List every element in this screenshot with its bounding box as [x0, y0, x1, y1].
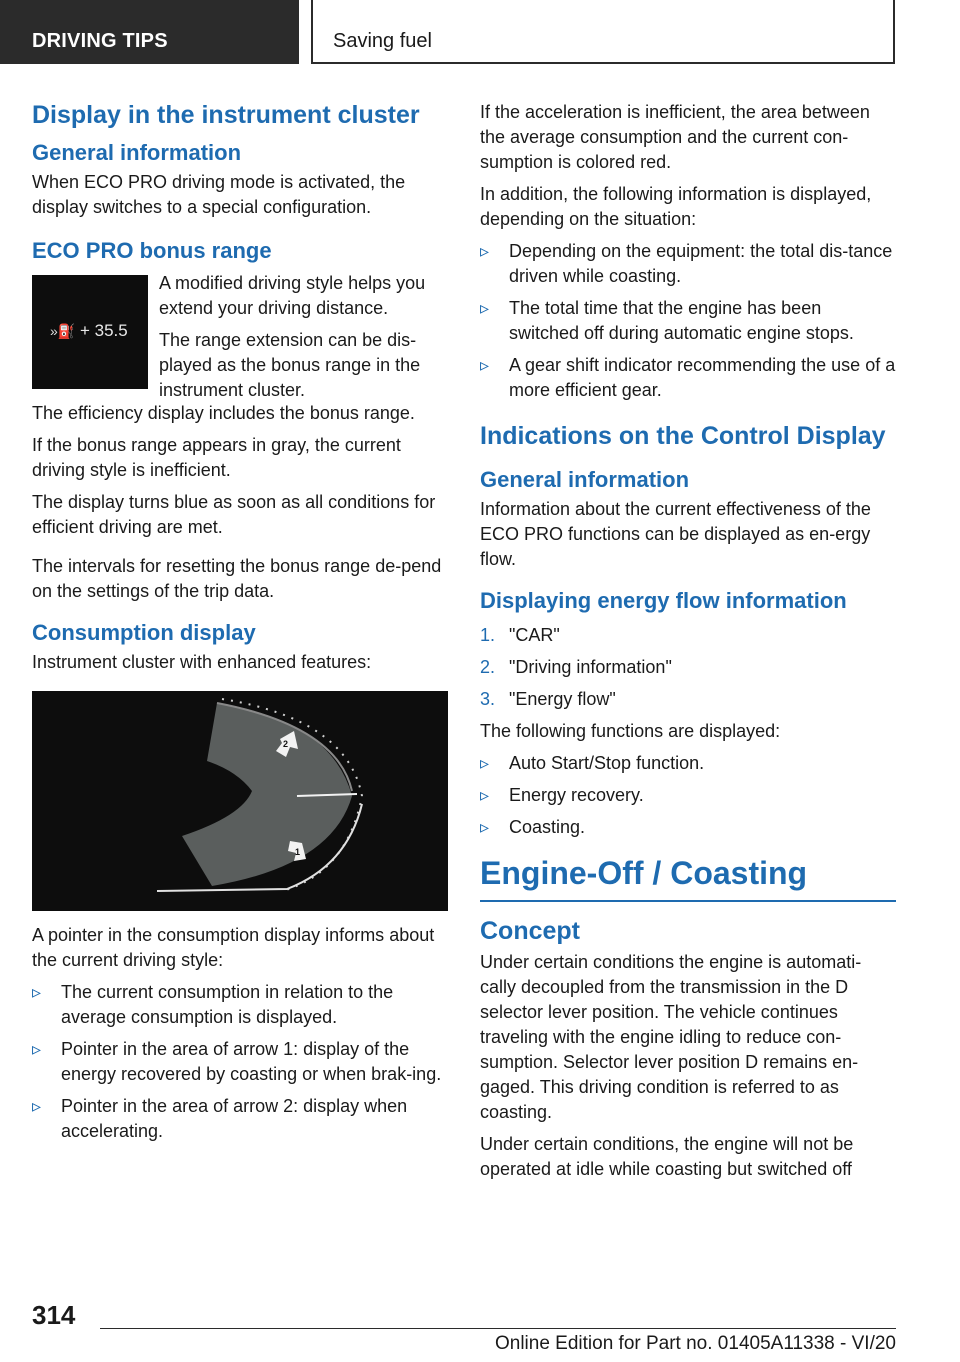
chapter-tab	[0, 0, 299, 64]
paragraph-blue: The display turns blue as soon as all conditions for efficient driving are met.	[32, 491, 436, 537]
footer-divider	[100, 1328, 896, 1329]
paragraph-gray: If the bonus range appears in gray, the current driving style is inefficient.	[32, 434, 401, 480]
triangle-bullet-icon: ▹	[480, 355, 490, 375]
edition-footer: Online Edition for Part no. 01405A11338 - VI/20	[494, 1333, 896, 1354]
list-item: ▹ Auto Start/Stop function.	[480, 751, 896, 776]
triangle-bullet-icon: ▹	[480, 752, 490, 773]
heading-engine-off: Engine-Off / Coasting	[480, 854, 896, 902]
paragraph-efficiency: The efficiency display includes the bonus range.	[32, 402, 415, 423]
list-item: ▹ Pointer in the area of arrow 1: display of the energy recovered by coasting or when brak-ing.	[32, 1039, 442, 1085]
paragraph-instrument: Instrument cluster with enhanced features:	[32, 652, 372, 673]
list-item: 2. "Driving information"	[480, 656, 672, 677]
heading-concept: Concept	[480, 917, 580, 946]
list-item: 3. "Energy flow"	[480, 688, 616, 709]
paragraph-pointer: A pointer in the consumption display informs about the current driving style:	[32, 925, 435, 971]
arrow-2-label: 2	[283, 739, 289, 750]
heading-eco-bonus: ECO PRO bonus range	[32, 238, 272, 264]
heading-energy-flow: Displaying energy flow information	[480, 588, 847, 614]
consumption-gauge-illustration	[32, 691, 448, 911]
heading-indications: Indications on the Control Display	[480, 422, 886, 450]
section-title: Saving fuel	[333, 30, 432, 52]
list-item: ▹ Energy recovery.	[480, 783, 896, 808]
paragraph-intervals: The intervals for resetting the bonus range de-pend on the settings of the trip data.	[32, 555, 442, 601]
section-header	[311, 0, 895, 64]
arrow-1-label: 1	[295, 847, 301, 858]
triangle-bullet-icon: ▹	[480, 816, 490, 837]
fuel-pump-icon: »⛽	[50, 322, 76, 339]
eco-bonus-value: + 35.5	[80, 320, 128, 340]
list-item: ▹ The current consumption in relation to the average consumption is displayed.	[32, 982, 394, 1028]
list-item: ▹ Pointer in the area of arrow 2: display when accelerating.	[32, 1096, 408, 1142]
page-number: 314	[32, 1300, 76, 1330]
heading-display-cluster: Display in the instrument cluster	[32, 101, 420, 129]
paragraph-concept: Under certain conditions the engine is automati-cally decoupled from the transmission in the D selector lever position. The vehicle continues traveling with the engine idling to reduce con-sumption. Selector lever position D remains en-gaged. This driving condition is referred to as coasting.	[480, 952, 862, 1123]
situation-bullet-list	[480, 239, 896, 403]
paragraph-acceleration: If the acceleration is inefficient, the area between the average consumption and the current con-sumption is colored red.	[480, 102, 870, 172]
eco-bonus-image	[32, 275, 148, 389]
energy-flow-steps	[480, 623, 896, 712]
heading-consumption: Consumption display	[32, 619, 256, 645]
list-item: ▹ The total time that the engine has been switched off during automatic engine stops.	[480, 298, 854, 343]
right-column	[480, 100, 896, 1189]
heading-general-info: General information	[32, 140, 242, 165]
pointer-bullet-list	[32, 980, 448, 1144]
list-item: 1. "CAR"	[480, 624, 560, 645]
triangle-bullet-icon: ▹	[480, 784, 490, 805]
left-column	[32, 100, 448, 1151]
paragraph-eco-1: A modified driving style helps you extend your driving distance.	[159, 272, 426, 318]
triangle-bullet-icon: ▹	[32, 1096, 42, 1117]
list-item: ▹ Depending on the equipment: the total dis-tance driven while coasting.	[480, 241, 893, 286]
list-item: ▹ A gear shift indicator recommending the use of a more efficient gear.	[480, 355, 896, 400]
paragraph-certain: Under certain conditions, the engine will not be operated at idle while coasting but switched off	[480, 1134, 854, 1180]
paragraph-general: When ECO PRO driving mode is activated, the display switches to a special configuration.	[32, 172, 406, 218]
chapter-title: DRIVING TIPS	[32, 30, 168, 52]
triangle-bullet-icon: ▹	[480, 241, 490, 261]
heading-general-info-2: General information	[480, 467, 690, 492]
paragraph-general-2: Information about the current effectiveness of the ECO PRO functions can be displayed as en-ergy flow.	[480, 499, 871, 570]
paragraph-eco-2: The range extension can be dis-played as the bonus range in the instrument cluster.	[159, 329, 421, 400]
instrument-cluster-image	[32, 691, 448, 911]
paragraph-functions: The following functions are displayed:	[480, 720, 781, 741]
functions-bullet-list	[480, 751, 896, 840]
paragraph-addition: In addition, the following information is displayed, depending on the situation:	[480, 184, 872, 229]
triangle-bullet-icon: ▹	[480, 298, 490, 318]
eco-bonus-text	[159, 271, 449, 410]
triangle-bullet-icon: ▹	[32, 982, 42, 1003]
list-item: ▹ Coasting.	[480, 815, 896, 840]
eco-bonus-block	[32, 271, 448, 400]
triangle-bullet-icon: ▹	[32, 1039, 42, 1060]
